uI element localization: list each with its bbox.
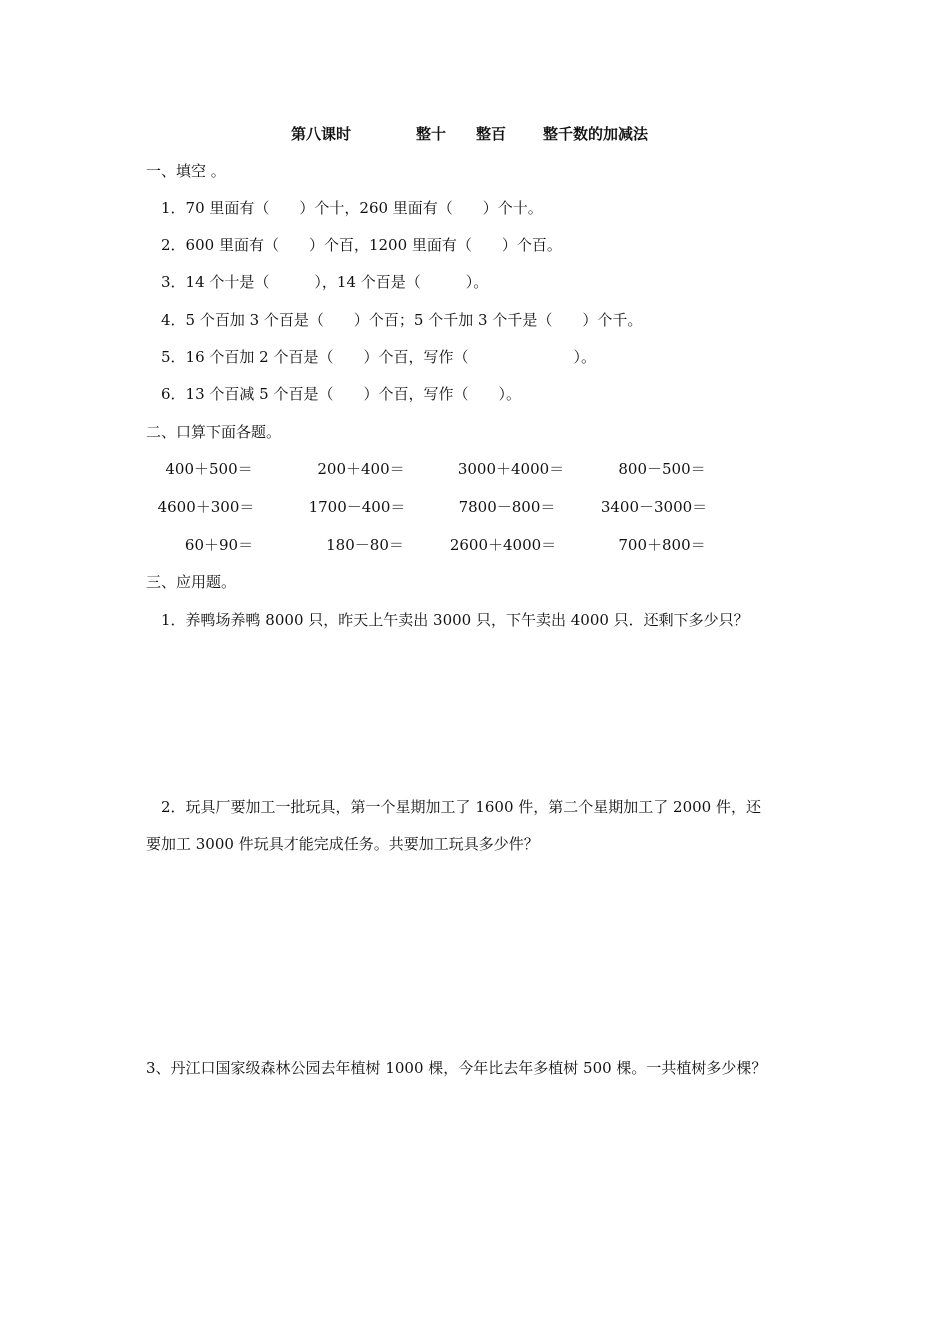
calc-expression: 3400－3000＝ (600, 498, 708, 516)
title-part-tens: 整十 (416, 125, 447, 143)
word-problem-1: 1．养鸭场养鸭 8000 只，昨天上午卖出 3000 只，下午卖出 4000 只．还剩下多少只？ (161, 611, 749, 629)
calc-expression: 800－500＝ (618, 460, 706, 478)
fill-blank-item: 2．600 里面有（ ）个百，1200 里面有（ ）个百。 (161, 236, 562, 254)
fill-blank-item: 5．16 个百加 2 个百是（ ）个百，写作（ ）。 (161, 348, 596, 366)
fill-blank-item: 1．70 里面有（ ）个十，260 里面有（ ）个十。 (161, 199, 543, 217)
title-part-thousands: 整千数的加减法 (543, 125, 649, 143)
section-word-problems-heading: 三、应用题。 (146, 573, 237, 591)
calc-expression: 200＋400＝ (317, 460, 405, 478)
calc-expression: 700＋800＝ (618, 536, 706, 554)
calc-expression: 400＋500＝ (165, 460, 253, 478)
fill-blank-item: 3．14 个十是（ ），14 个百是（ ）。 (161, 273, 489, 291)
calc-expression: 2600＋4000＝ (449, 536, 557, 554)
word-problem-2-line1: 2．玩具厂要加工一批玩具，第一个星期加工了 1600 件，第二个星期加工了 2000 件，还 (161, 798, 761, 816)
word-problem-3: 3、丹江口国家级森林公园去年植树 1000 棵，今年比去年多植树 500 棵。一共植树多少棵？ (146, 1059, 767, 1077)
calc-expression: 3000＋4000＝ (457, 460, 565, 478)
fill-blank-item: 4．5 个百加 3 个百是（ ）个百；5 个千加 3 个千是（ ）个千。 (161, 311, 643, 329)
section-fill-blank-heading: 一、填空 。 (146, 162, 226, 180)
fill-blank-item: 6．13 个百减 5 个百是（ ）个百，写作（ ）。 (161, 385, 521, 403)
calc-expression: 1700－400＝ (308, 498, 406, 516)
calc-expression: 4600＋300＝ (157, 498, 255, 516)
calc-expression: 180－80＝ (326, 536, 404, 554)
word-problem-2-line2: 要加工 3000 件玩具才能完成任务。共要加工玩具多少件？ (146, 835, 539, 853)
section-mental-math-heading: 二、口算下面各题。 (146, 423, 282, 441)
title-part-hundreds: 整百 (476, 125, 507, 143)
calc-expression: 7800－800＝ (458, 498, 556, 516)
title-part-lesson: 第八课时 (291, 125, 352, 143)
calc-expression: 60＋90＝ (184, 536, 254, 554)
